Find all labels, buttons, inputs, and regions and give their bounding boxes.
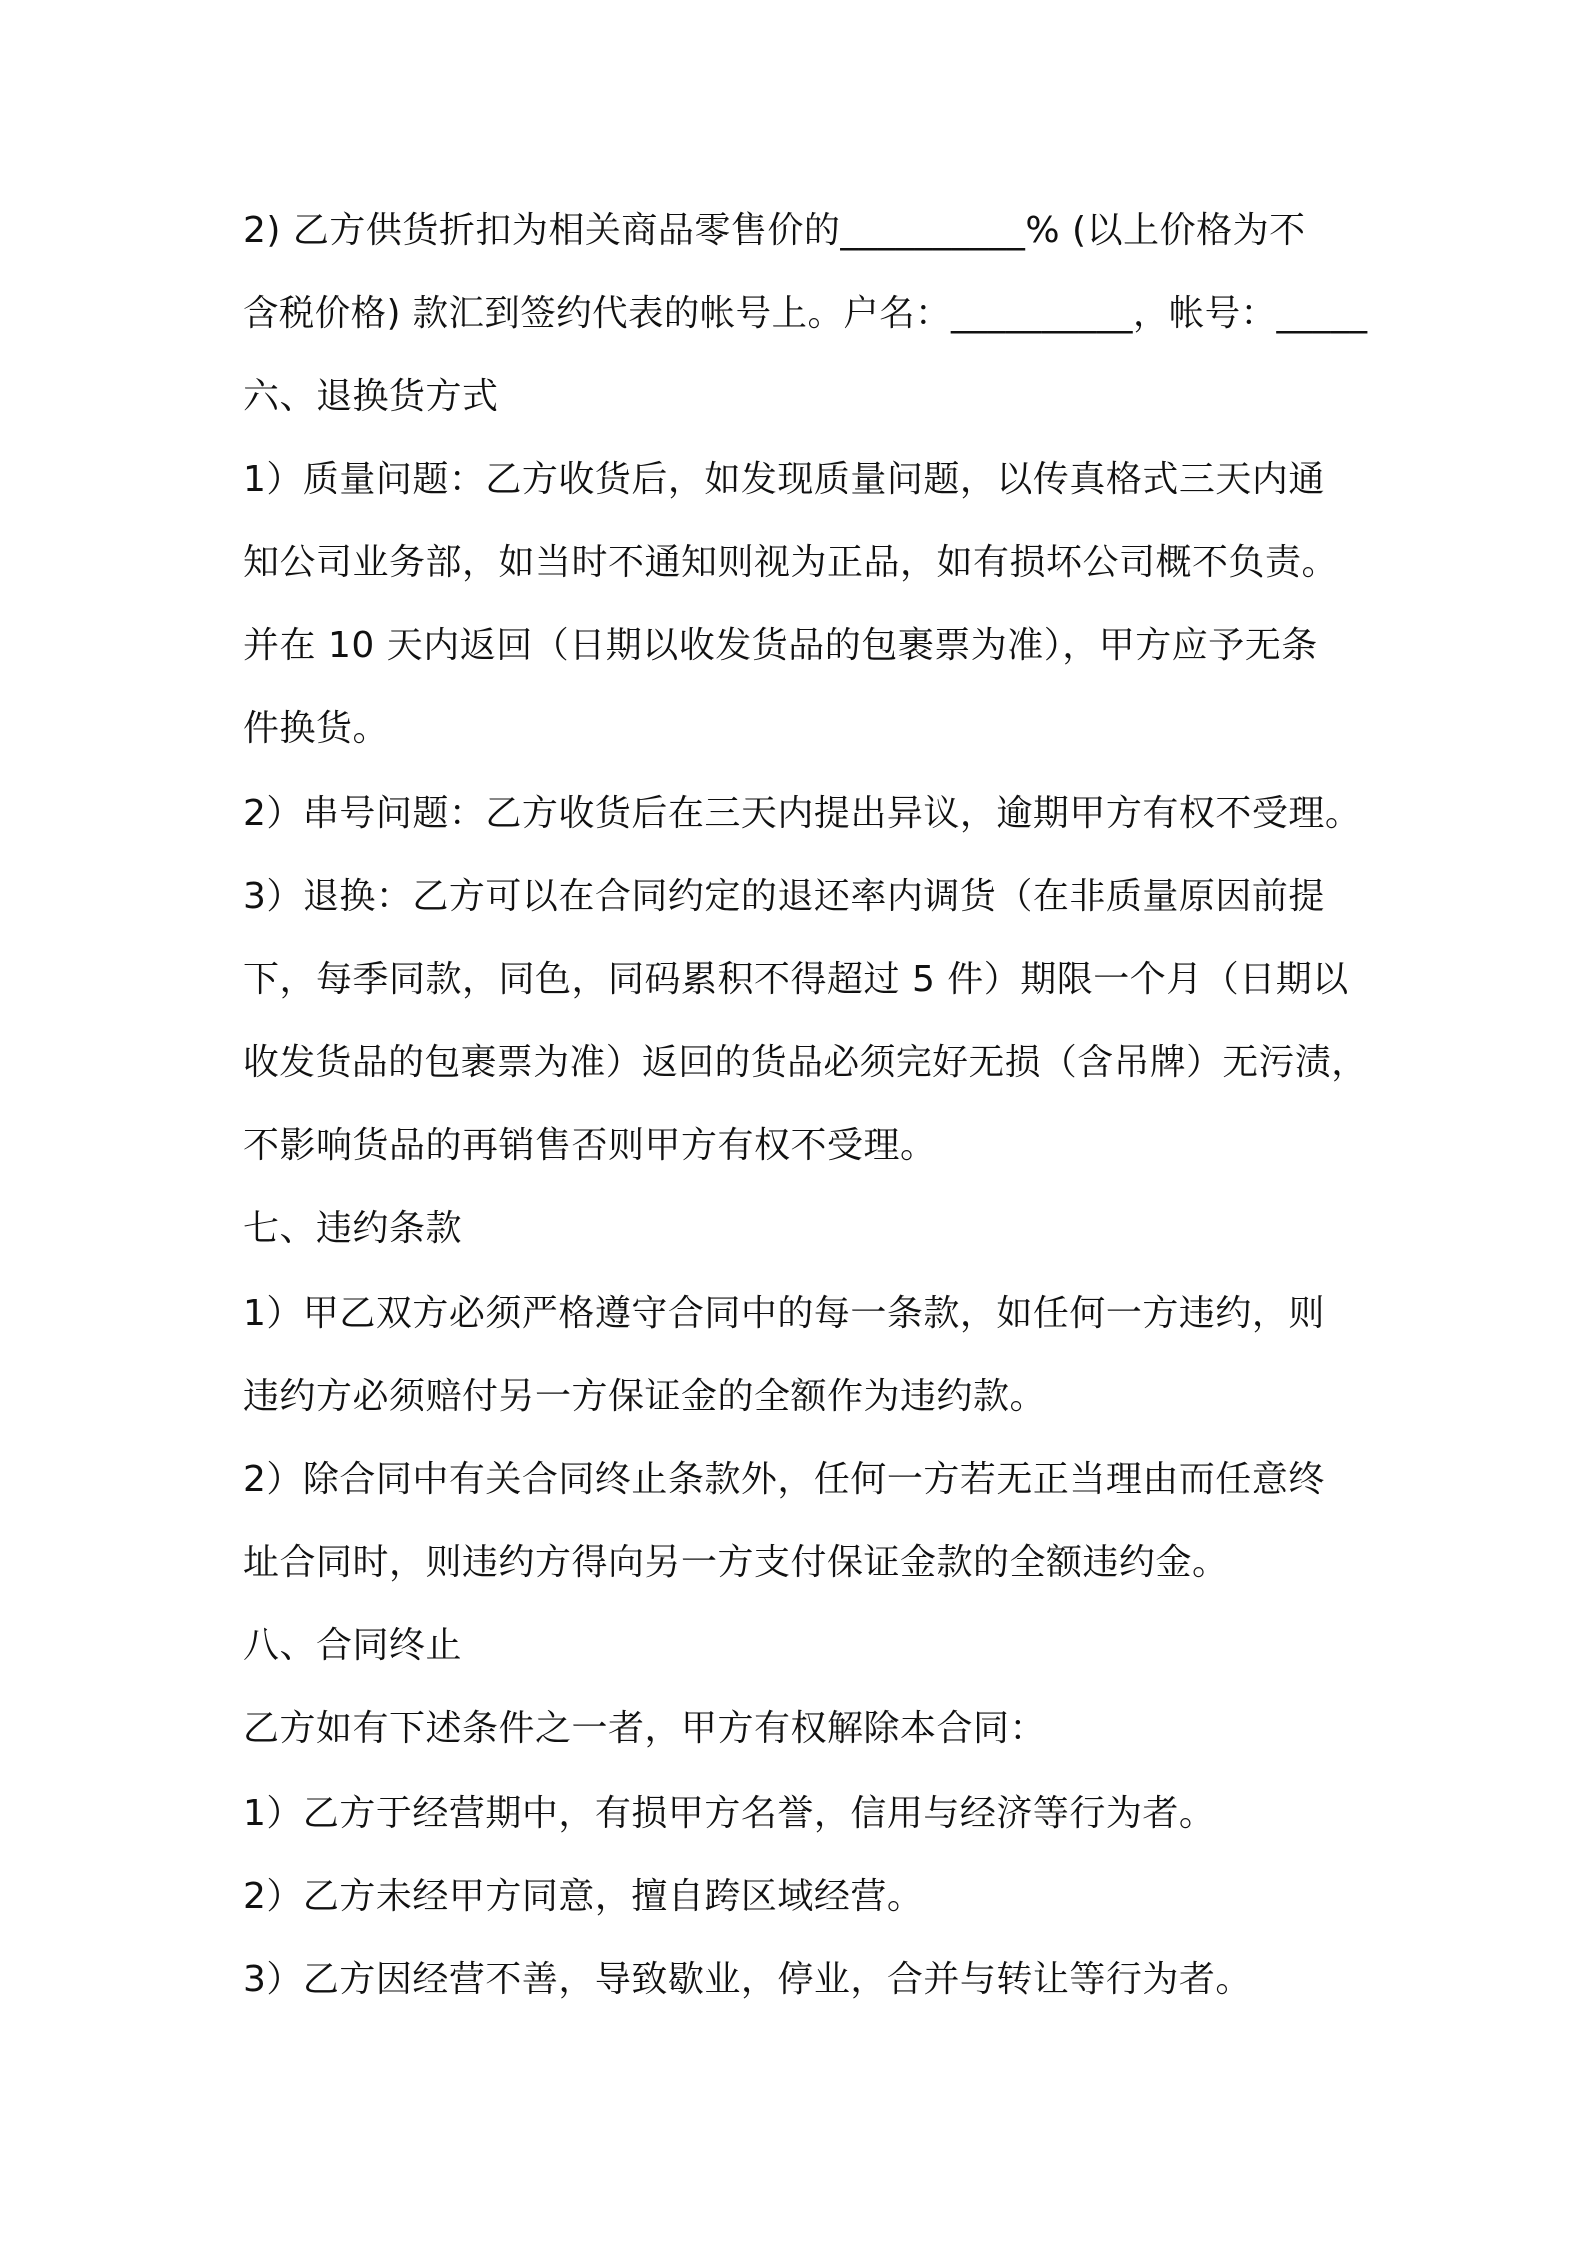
text-line: 乙方如有下述条件之一者，甲方有权解除本合同： xyxy=(243,1708,1047,1749)
text-line: 2) 乙方供货折扣为相关商品零售价的__________% (以上价格为不 xyxy=(243,210,1306,251)
section-heading: 八、合同终止 xyxy=(243,1625,463,1666)
text-line: 1）甲乙双方必须严格遵守合同中的每一条款，如任何一方违约，则 xyxy=(243,1293,1325,1334)
text-line: 并在 10 天内返回（日期以收发货品的包裹票为准），甲方应予无条 xyxy=(243,625,1318,666)
text-line: 1）乙方于经营期中，有损甲方名誉，信用与经济等行为者。 xyxy=(243,1793,1216,1834)
text-line: 违约方必须赔付另一方保证金的全额作为违约款。 xyxy=(243,1376,1047,1417)
text-line: 收发货品的包裹票为准）返回的货品必须完好无损（含吊牌）无污渍， xyxy=(243,1042,1368,1083)
text-line: 3）乙方因经营不善，导致歇业，停业，合并与转让等行为者。 xyxy=(243,1959,1252,2000)
text-line: 2）串号问题：乙方收货后在三天内提出异议，逾期甲方有权不受理。 xyxy=(243,793,1362,834)
section-heading: 七、违约条款 xyxy=(243,1208,463,1249)
section-heading: 六、退换货方式 xyxy=(243,376,499,417)
text-line: 1）质量问题：乙方收货后，如发现质量问题，以传真格式三天内通 xyxy=(243,459,1325,500)
text-line: 件换货。 xyxy=(243,708,390,749)
text-line: 址合同时，则违约方得向另一方支付保证金款的全额违约金。 xyxy=(243,1542,1229,1583)
text-line: 知公司业务部，如当时不通知则视为正品，如有损坏公司概不负责。 xyxy=(243,542,1339,583)
text-line: 不影响货品的再销售否则甲方有权不受理。 xyxy=(243,1125,937,1166)
text-line: 下，每季同款，同色，同码累积不得超过 5 件）期限一个月（日期以 xyxy=(243,959,1349,1000)
text-line: 含税价格) 款汇到签约代表的帐号上。户名：__________，帐号：_____ xyxy=(243,293,1368,334)
text-line: 2）除合同中有关合同终止条款外，任何一方若无正当理由而任意终 xyxy=(243,1459,1325,1500)
text-line: 2）乙方未经甲方同意，擅自跨区域经营。 xyxy=(243,1876,924,1917)
text-line: 3）退换：乙方可以在合同约定的退还率内调货（在非质量原因前提 xyxy=(243,876,1325,917)
